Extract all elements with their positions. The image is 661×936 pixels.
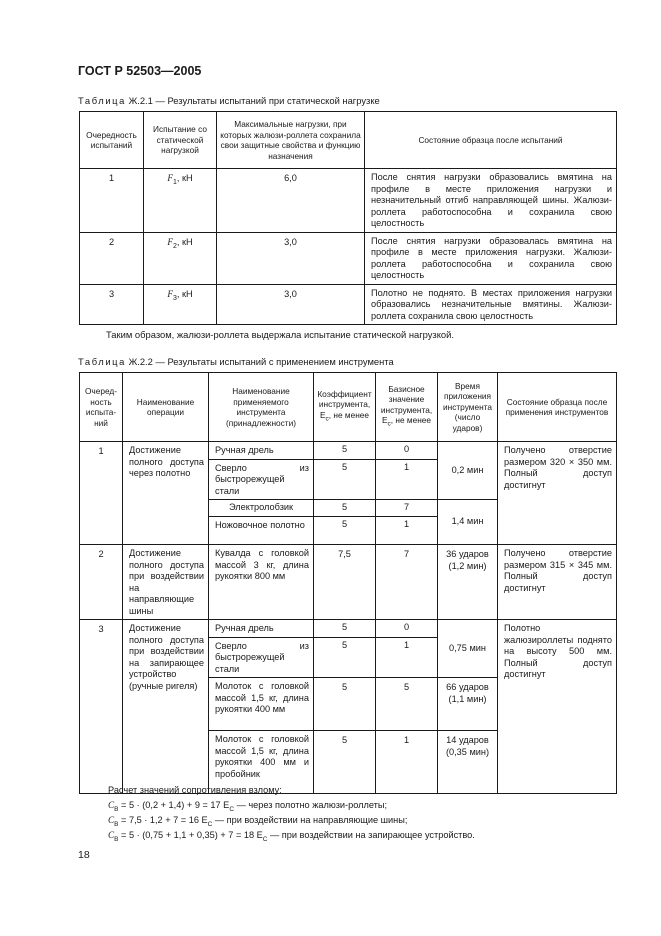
time-cell: 14 ударов (0,35 мин)	[438, 731, 498, 794]
table2-caption-prefix: Таблица	[78, 356, 126, 367]
table-row	[80, 620, 617, 638]
base-value-cell: 1	[376, 731, 438, 794]
table2-header-row	[80, 373, 617, 442]
table-row	[80, 169, 617, 233]
tool-cell: Молоток с головкой массой 1,5 кг, длина рукоятки 400 мм и пробойник	[209, 731, 314, 794]
order-cell: 1	[80, 442, 123, 545]
max-load-cell: 3,0	[217, 284, 365, 325]
table-row	[80, 284, 617, 325]
base-value-cell: 5	[376, 678, 438, 731]
table-static-load	[79, 111, 617, 325]
base-value-cell: 1	[376, 517, 438, 545]
operation-cell: Достижение полного доступа через полотно	[123, 442, 209, 545]
state-cell: Получено отверстие размером 320 × 350 мм. Полный доступ достигнут	[498, 442, 617, 545]
load-cell: $F_3$, кН	[144, 284, 217, 325]
order-cell: 3	[80, 284, 144, 325]
table-row	[80, 442, 617, 460]
load-cell: $F_1$, кН	[144, 169, 217, 233]
time-cell: 66 ударов (1,1 мин)	[438, 678, 498, 731]
order-cell: 2	[80, 232, 144, 284]
table1-header-state: Состояние образца после испытаний	[365, 112, 617, 169]
tool-cell: Ручная дрель	[209, 620, 314, 638]
table1-caption	[78, 95, 380, 106]
table1-header-test: Испытание со статической нагрузкой	[144, 112, 217, 169]
state-cell: Полотно не поднято. В местах приложения нагрузки образовались незначительные вмятины. Жалюзи-роллета сохранила свою целостность	[365, 284, 617, 325]
table1-header-row	[80, 112, 617, 169]
coefficient-cell: 5	[314, 637, 376, 678]
table2-caption-text: Ж.2.2 — Результаты испытаний с применением инструмента	[125, 356, 394, 367]
state-cell: После снятия нагрузки образовалась вмятина на профиле в месте приложения нагрузки. Жалюзи-роллета работоспособна и сохранила свою целостность	[365, 232, 617, 284]
coefficient-cell: 7,5	[314, 545, 376, 620]
calc-line: $C_В = 5 \cdot (0,75 + 1,1 + 0,35) + 7 = 18$ $E_C$ — при воздействии на запирающее устройство.	[108, 830, 475, 843]
time-cell: 1,4 мин	[438, 500, 498, 545]
coefficient-cell: 5	[314, 500, 376, 517]
table1-caption-text: Ж.2.1 — Результаты испытаний при статической нагрузке	[125, 95, 380, 106]
table2-header-coefficient: Коэффициент инструмента, $Е_с$, не менее	[314, 373, 376, 442]
calc-line: $C_В = 7,5 \cdot 1,2 + 7 = 16$ $E_C$ — при воздействии на направляющие шины;	[108, 815, 408, 828]
tool-cell: Сверло из быстрорежущей стали	[209, 637, 314, 678]
table-row	[80, 232, 617, 284]
tool-cell: Ручная дрель	[209, 442, 314, 460]
coefficient-cell: 5	[314, 620, 376, 638]
table1-caption-prefix: Таблица	[78, 95, 126, 106]
table-tool-tests	[79, 372, 617, 794]
tool-cell: Сверло из быстрорежущей стали	[209, 459, 314, 500]
table2-header-base-value: Базисное значение инструмента, $Е_с$, не менее	[376, 373, 438, 442]
table2-header-order: Очеред-ность испыта-ний	[80, 373, 123, 442]
tool-cell: Ножовочное полотно	[209, 517, 314, 545]
table2-header-tool: Наименование применяемого инструмента (принадлежности)	[209, 373, 314, 442]
coefficient-cell: 5	[314, 517, 376, 545]
base-value-cell: 7	[376, 500, 438, 517]
order-cell: 2	[80, 545, 123, 620]
operation-cell: Достижение полного доступа при воздействии на направляющие шины	[123, 545, 209, 620]
page-number: 18	[78, 849, 90, 861]
table1-header-max-load: Максимальные нагрузки, при которых жалюзи-роллета сохранила свои защитные свойства и функцию назначения	[217, 112, 365, 169]
tool-cell: Электролобзик	[209, 500, 314, 517]
table2-header-state: Состояние образца после применения инструментов	[498, 373, 617, 442]
order-cell: 3	[80, 620, 123, 794]
tool-cell: Кувалда с головкой массой 3 кг, длина рукоятки 800 мм	[209, 545, 314, 620]
base-value-cell: 7	[376, 545, 438, 620]
table-row	[80, 545, 617, 620]
table2-header-time: Время приложения инструмента (число ударов)	[438, 373, 498, 442]
time-cell: 0,2 мин	[438, 442, 498, 500]
operation-cell: Достижение полного доступа при воздействии на запирающее устройство (ручные ригеля)	[123, 620, 209, 794]
max-load-cell: 6,0	[217, 169, 365, 233]
coefficient-cell: 5	[314, 678, 376, 731]
table2-caption	[78, 356, 394, 367]
document-title: ГОСТ Р 52503—2005	[78, 64, 202, 78]
state-cell: После снятия нагрузки образовались вмятина на профиле в месте приложения нагрузки и незначительный отгиб направляющей шины. Жалюзи-роллета работоспособна и сохранила свою целостность	[365, 169, 617, 233]
time-cell: 0,75 мин	[438, 620, 498, 678]
coefficient-cell: 5	[314, 442, 376, 460]
conclusion-paragraph: Таким образом, жалюзи-роллета выдержала испытание статической нагрузкой.	[106, 329, 454, 340]
state-cell: Полотно жалюзироллеты поднято на высоту 500 мм. Полный доступ достигнут	[498, 620, 617, 794]
max-load-cell: 3,0	[217, 232, 365, 284]
load-cell: $F_2$, кН	[144, 232, 217, 284]
state-cell: Получено отверстие размером 315 × 345 мм. Полный доступ достигнут	[498, 545, 617, 620]
tool-cell: Молоток с головкой массой 1,5 кг, длина рукоятки 400 мм	[209, 678, 314, 731]
coefficient-cell: 5	[314, 731, 376, 794]
base-value-cell: 0	[376, 442, 438, 460]
calc-intro: Расчет значений сопротивления взлому:	[108, 785, 282, 795]
table1-header-order: Очередность испытаний	[80, 112, 144, 169]
coefficient-cell: 5	[314, 459, 376, 500]
calc-line: $C_В = 5 \cdot (0,2 + 1,4) + 9 = 17$ $E_C$ — через полотно жалюзи-роллеты;	[108, 800, 388, 813]
base-value-cell: 1	[376, 637, 438, 678]
base-value-cell: 1	[376, 459, 438, 500]
base-value-cell: 0	[376, 620, 438, 638]
time-cell: 36 ударов (1,2 мин)	[438, 545, 498, 620]
table2-header-operation: Наименование операции	[123, 373, 209, 442]
order-cell: 1	[80, 169, 144, 233]
